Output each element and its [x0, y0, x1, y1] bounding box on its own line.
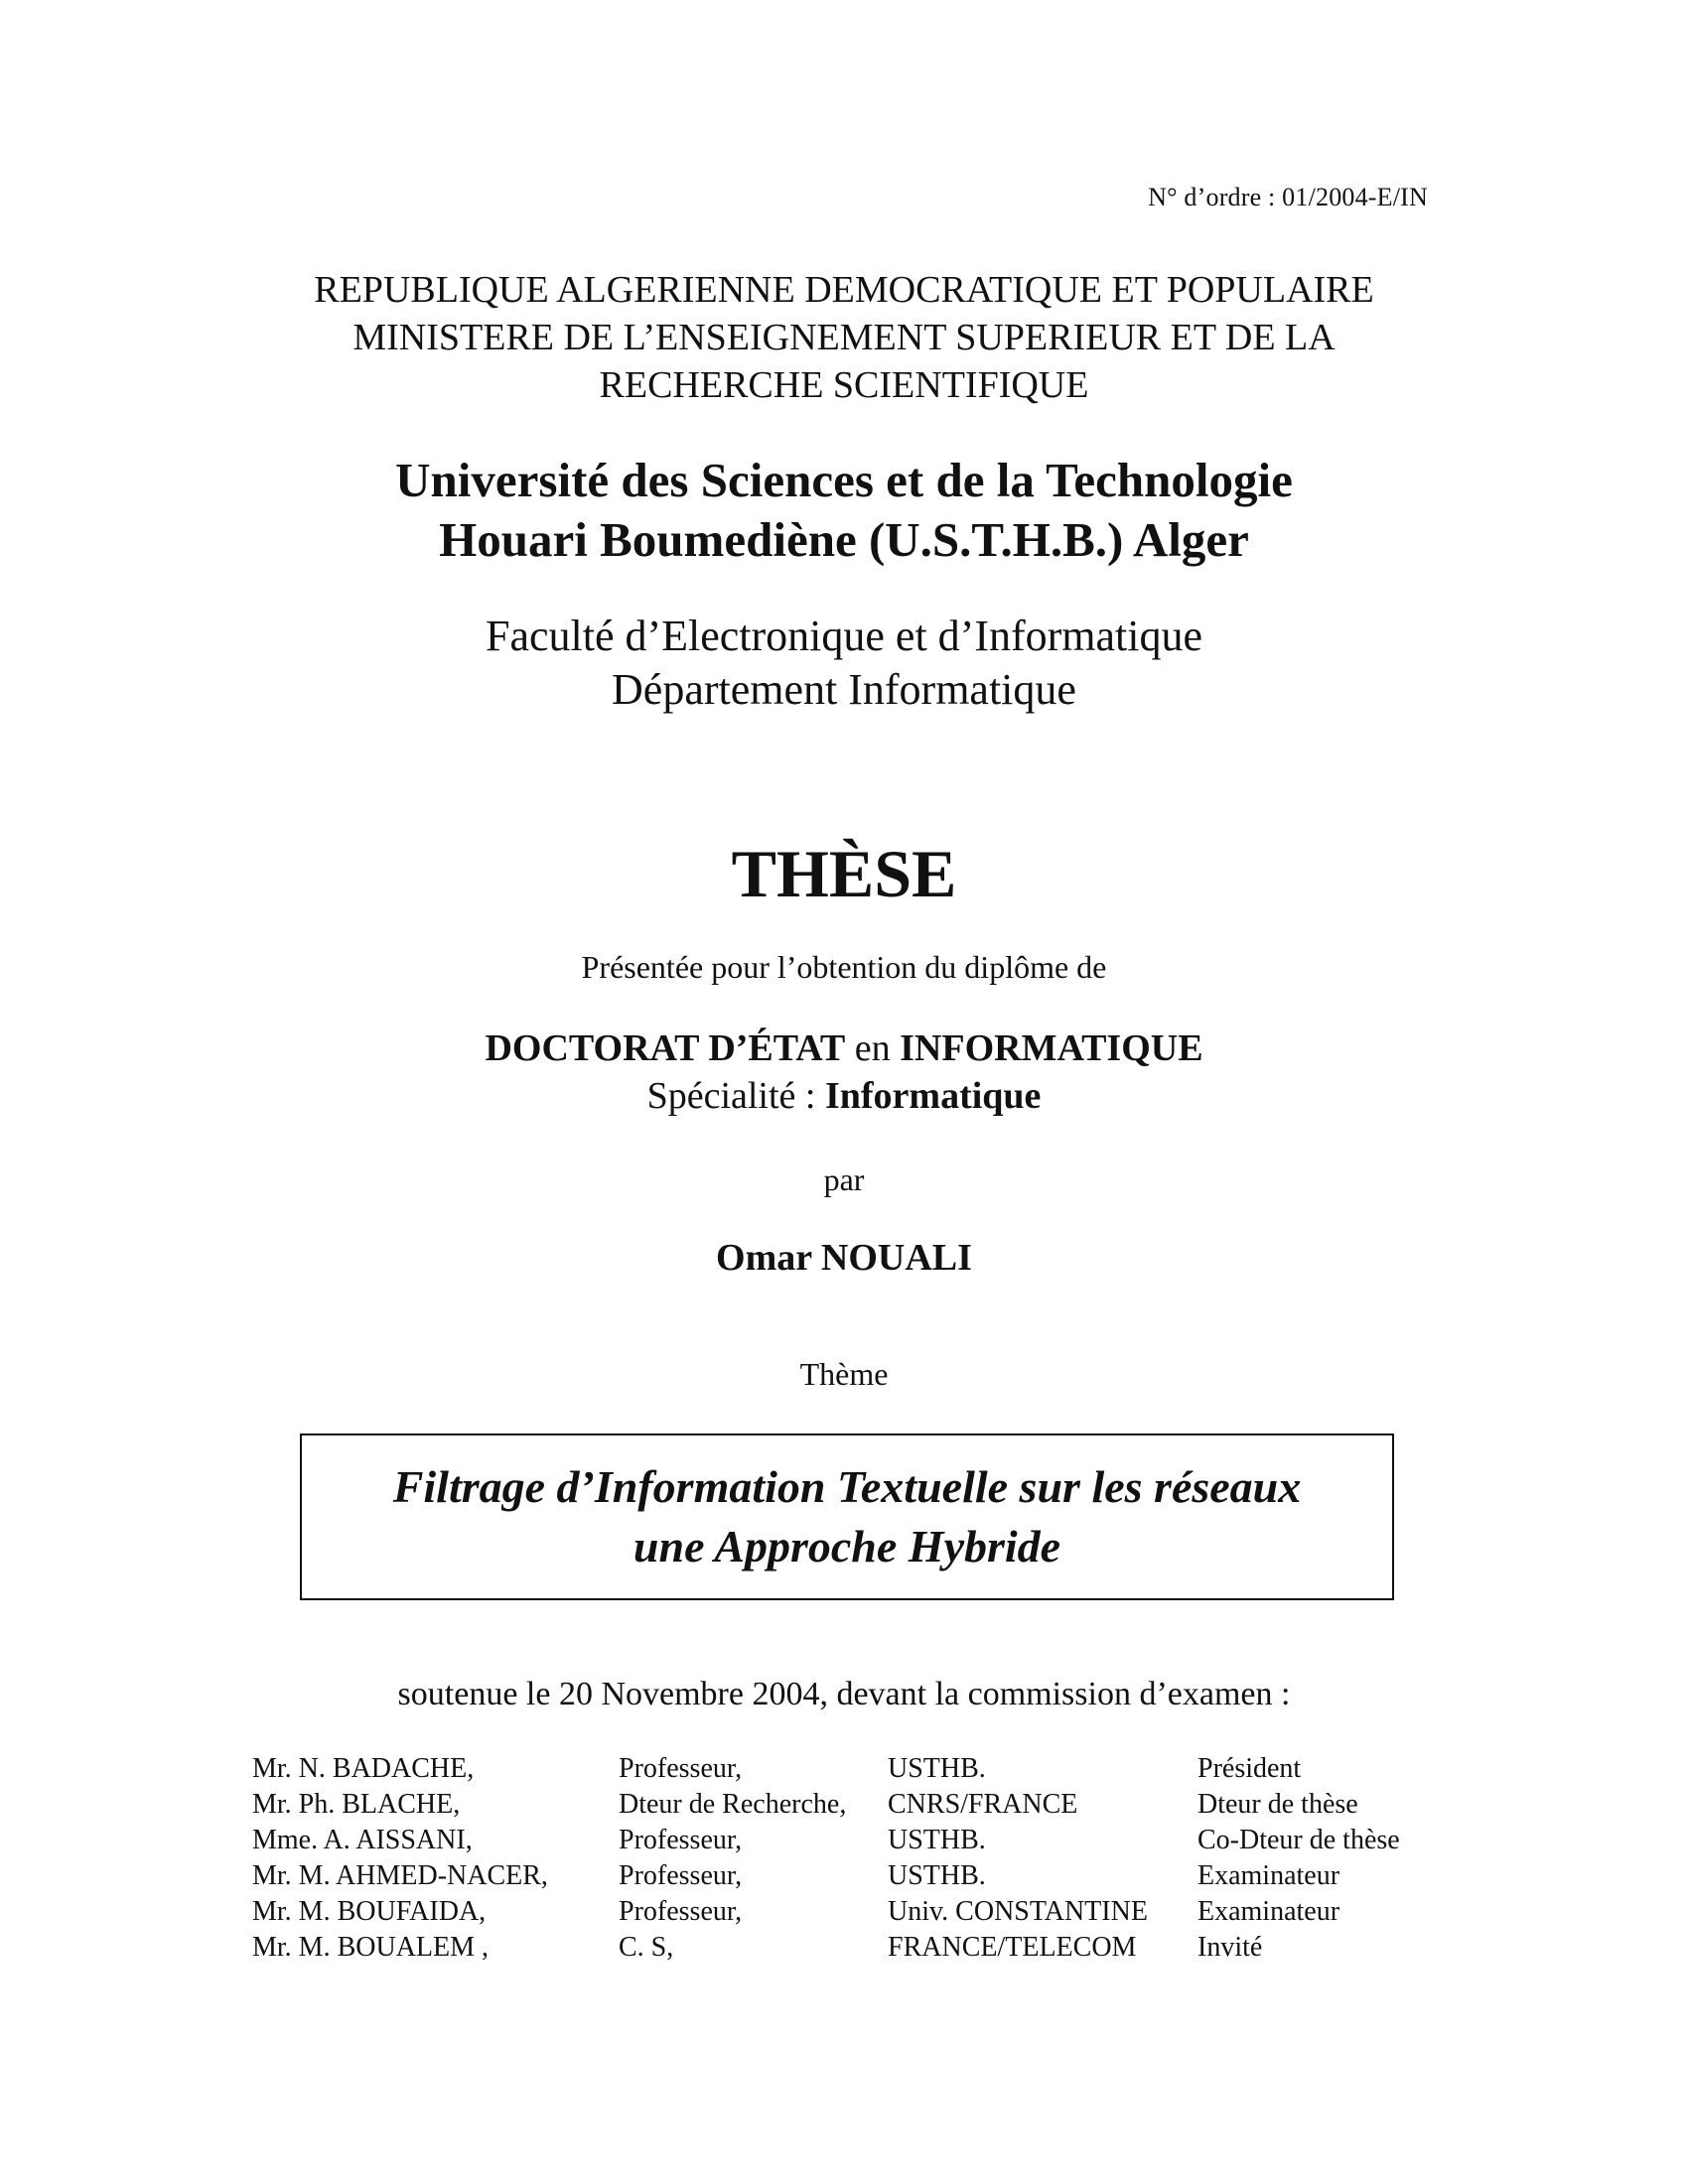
author-name: Omar NOUALI — [716, 1237, 972, 1279]
document-type-heading: THÈSE — [731, 836, 957, 911]
degree-block — [0, 1024, 1688, 1120]
jury-member-title: Professeur, — [619, 1896, 743, 1927]
by-line: par — [823, 1161, 865, 1197]
jury-member-role: Co-Dteur de thèse — [1197, 1825, 1400, 1855]
university-line-1: Université des Sciences et de la Technologie — [395, 453, 1293, 507]
degree-field: INFORMATIQUE — [900, 1027, 1203, 1069]
republic-line: REPUBLIQUE ALGERIENNE DEMOCRATIQUE ET POPULAIRE — [314, 269, 1374, 311]
jury-member-title: C. S, — [619, 1932, 674, 1963]
jury-member-name: Mr. M. BOUALEM , — [252, 1932, 490, 1963]
defense-statement: soutenue le 20 Novembre 2004, devant la commission d’examen : — [397, 1676, 1291, 1712]
jury-member-role: Examinateur — [1197, 1860, 1340, 1891]
jury-member-name: Mr. N. BADACHE, — [252, 1753, 475, 1784]
jury-member-institution: CNRS/FRANCE — [888, 1789, 1078, 1820]
thesis-title-line-1: Filtrage d’Information Textuelle sur les réseaux — [392, 1461, 1302, 1512]
republic-header — [0, 266, 1688, 409]
jury-member-institution: USTHB. — [888, 1753, 986, 1784]
ministry-line-2: RECHERCHE SCIENTIFIQUE — [599, 364, 1089, 406]
jury-member-institution: USTHB. — [888, 1825, 986, 1855]
jury-member-title: Professeur, — [619, 1825, 743, 1855]
jury-member-role: Examinateur — [1197, 1896, 1340, 1927]
jury-member-role: Invité — [1197, 1932, 1263, 1963]
university-line-2: Houari Boumediène (U.S.T.H.B.) Alger — [439, 512, 1249, 567]
jury-member-institution: USTHB. — [888, 1860, 986, 1891]
jury-member-role: Président — [1197, 1753, 1302, 1784]
thesis-title-line-2: une Approche Hybride — [633, 1521, 1061, 1571]
thesis-title-box — [300, 1433, 1394, 1600]
degree-name: DOCTORAT D’ÉTAT — [485, 1027, 846, 1069]
specialty-label: Spécialité : — [646, 1075, 816, 1117]
degree-line — [0, 1024, 1688, 1072]
university-name — [0, 451, 1688, 570]
ministry-line-1: MINISTERE DE L’ENSEIGNEMENT SUPERIEUR ET DE LA — [352, 317, 1336, 358]
degree-connector: en — [854, 1027, 891, 1069]
jury-member-name: Mme. A. AISSANI, — [252, 1825, 473, 1855]
presented-for-line: Présentée pour l’obtention du diplôme de — [581, 949, 1107, 985]
jury-member-name: Mr. M. BOUFAIDA, — [252, 1896, 487, 1927]
jury-member-institution: FRANCE/TELECOM — [888, 1932, 1137, 1963]
specialty-value: Informatique — [824, 1075, 1042, 1117]
jury-member-title: Dteur de Recherche, — [619, 1789, 847, 1820]
order-number: N° d’ordre : 01/2004-E/IN — [1148, 183, 1428, 211]
jury-member-title: Professeur, — [619, 1860, 743, 1891]
jury-member-name: Mr. M. AHMED-NACER, — [252, 1860, 548, 1891]
faculty-block — [0, 610, 1688, 717]
specialty-line — [0, 1072, 1688, 1120]
theme-label: Thème — [799, 1356, 889, 1392]
faculty-name: Faculté d’Electronique et d’Informatique — [485, 612, 1203, 660]
jury-member-name: Mr. Ph. BLACHE, — [252, 1789, 461, 1820]
department-name: Département Informatique — [612, 665, 1076, 714]
jury-member-role: Dteur de thèse — [1197, 1789, 1358, 1820]
jury-member-institution: Univ. CONSTANTINE — [888, 1896, 1148, 1927]
jury-member-title: Professeur, — [619, 1753, 743, 1784]
